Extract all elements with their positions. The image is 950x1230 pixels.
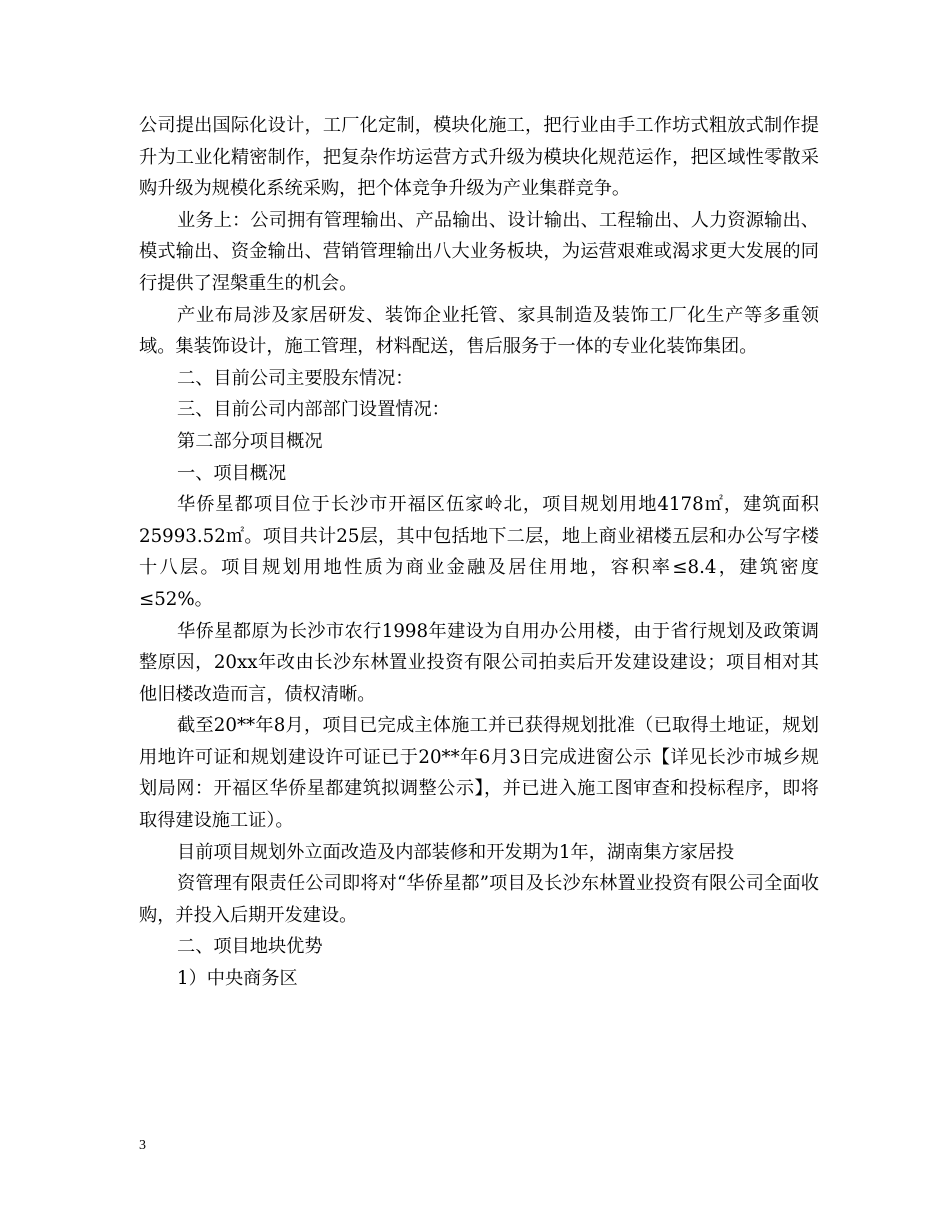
paragraph-project-location: 华侨星都项目位于长沙市开福区伍家岭北，项目规划用地4178㎡，建筑面积25993.52㎡。项目共计25层，其中包括地下二层，地上商业裙楼五层和办公写字楼十八层。项目规划用地性质为商业金融及居住用地，容积率≤8.4，建筑密度≤52%。 <box>139 494 819 610</box>
paragraph-industry-layout: 产业布局涉及家居研发、装饰企业托管、家具制造及装饰工厂化生产等多重领域。集装饰设计，施工管理，材料配送，售后服务于一体的专业化装饰集团。 <box>139 304 819 358</box>
heading-project-overview: 一、项目概况 <box>177 462 287 484</box>
heading-cbd: 1）中央商务区 <box>177 968 298 990</box>
paragraph-project-status: 截至20**年8月，项目已完成主体施工并已获得规划批准（已取得土地证，规划用地许可证和规划建设许可证已于20**年6月3日完成进窗公示【详见长沙市城乡规划局网：开福区华侨星都建筑拟调整公示】，并已进入施工图审查和投标程序，即将取得建设施工证）。 <box>139 715 819 832</box>
heading-departments: 三、目前公司内部部门设置情况： <box>177 399 450 421</box>
page-number: 3 <box>139 1138 146 1153</box>
paragraph-acquisition: 资管理有限责任公司即将对“华侨星都”项目及长沙东林置业投资有限公司全面收购，并投入后期开发建设。 <box>139 873 819 926</box>
heading-shareholders: 二、目前公司主要股东情况： <box>177 367 414 389</box>
heading-part-two: 第二部分项目概况 <box>177 430 323 452</box>
heading-site-advantages: 二、项目地块优势 <box>177 936 323 958</box>
paragraph-intro: 公司提出国际化设计，工厂化定制，模块化施工，把行业由手工作坊式粗放式制作提升为工业化精密制作，把复杂作坊运营方式升级为模块化规范运作，把区域性零散采购升级为规模化系统采购，把个体竞争升级为产业集群竞争。 <box>139 115 819 200</box>
paragraph-development-period: 目前项目规划外立面改造及内部装修和开发期为1年，湖南集方家居投 <box>177 841 735 863</box>
paragraph-project-history: 华侨星都原为长沙市农行1998年建设为自用办公用楼，由于省行规划及政策调整原因，20xx年改由长沙东林置业投资有限公司拍卖后开发建设建设；项目相对其他旧楼改造而言，债权清晰。 <box>139 620 819 705</box>
paragraph-business: 业务上：公司拥有管理输出、产品输出、设计输出、工程输出、人力资源输出、模式输出、资金输出、营销管理输出八大业务板块，为运营艰难或渴求更大发展的同行提供了涅槃重生的机会。 <box>139 209 819 294</box>
document-body <box>139 110 819 995</box>
